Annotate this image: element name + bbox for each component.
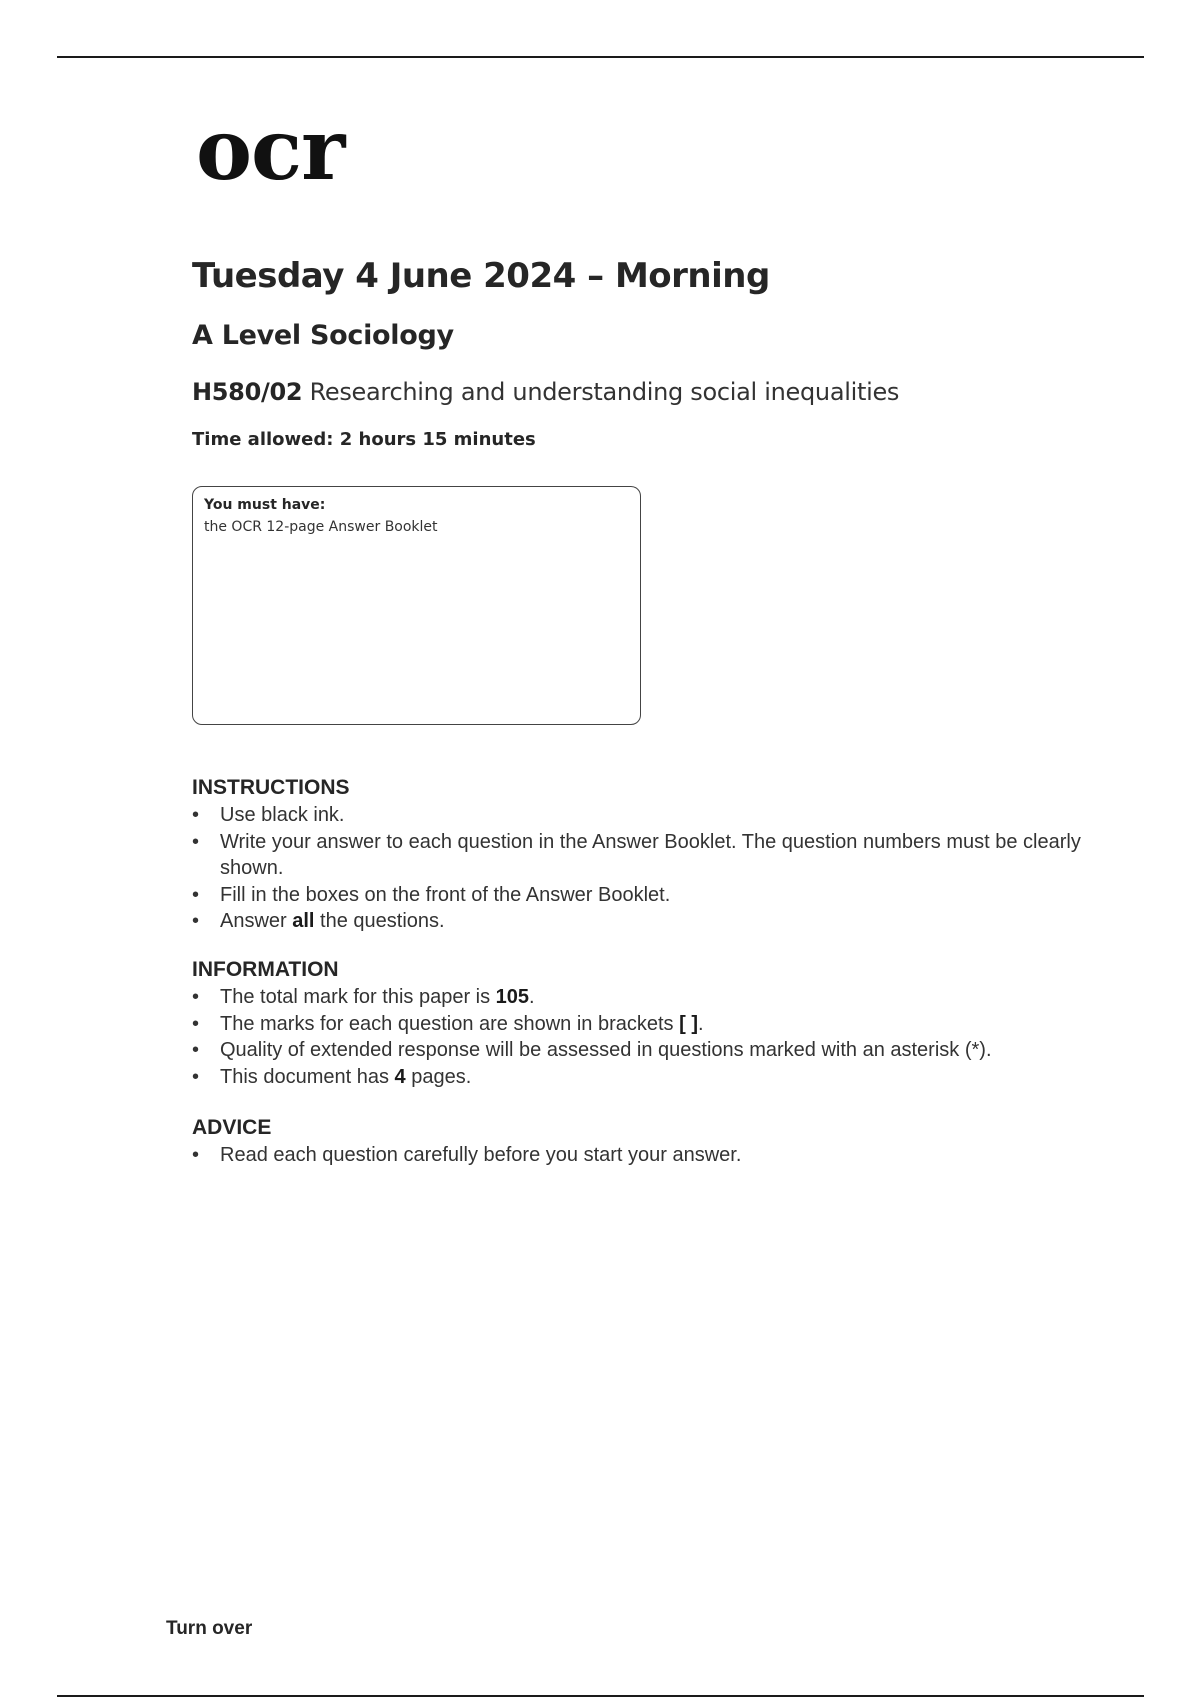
list-item: • Answer all the questions.	[192, 908, 1092, 935]
instructions-section	[192, 776, 1092, 935]
list-item: • The marks for each question are shown in brackets [ ].	[192, 1011, 1092, 1038]
advice-list	[192, 1142, 1092, 1169]
bottom-rule	[57, 1695, 1144, 1697]
exam-date-session: Tuesday 4 June 2024 – Morning	[192, 256, 770, 296]
must-have-item: the OCR 12-page Answer Booklet	[204, 519, 438, 535]
top-rule	[57, 56, 1144, 58]
information-list	[192, 984, 1092, 1090]
qualification-title: A Level Sociology	[192, 320, 454, 351]
list-item: • Fill in the boxes on the front of the Answer Booklet.	[192, 882, 1092, 909]
information-section	[192, 958, 1092, 1090]
list-item: • Write your answer to each question in the Answer Booklet. The question numbers must be clearly shown.	[192, 829, 1092, 882]
information-heading: INFORMATION	[192, 958, 339, 981]
list-item: • Use black ink.	[192, 802, 1092, 829]
advice-section	[192, 1116, 1092, 1169]
paper-title: Researching and understanding social inequalities	[309, 378, 900, 406]
list-item: • Read each question carefully before you start your answer.	[192, 1142, 1092, 1169]
list-item: • Quality of extended response will be assessed in questions marked with an asterisk (*).	[192, 1037, 1092, 1064]
must-have-title: You must have:	[204, 497, 326, 513]
advice-heading: ADVICE	[192, 1116, 272, 1139]
list-item: • The total mark for this paper is 105.	[192, 984, 1092, 1011]
paper-line	[192, 378, 899, 406]
paper-code: H580/02	[192, 378, 303, 406]
list-item: • This document has 4 pages.	[192, 1064, 1092, 1091]
turn-over-label: Turn over	[166, 1618, 253, 1639]
must-have-box	[192, 486, 641, 725]
ocr-logo: ocr	[196, 100, 345, 199]
time-allowed: Time allowed: 2 hours 15 minutes	[192, 429, 536, 450]
instructions-list	[192, 802, 1092, 935]
instructions-heading: INSTRUCTIONS	[192, 776, 350, 799]
